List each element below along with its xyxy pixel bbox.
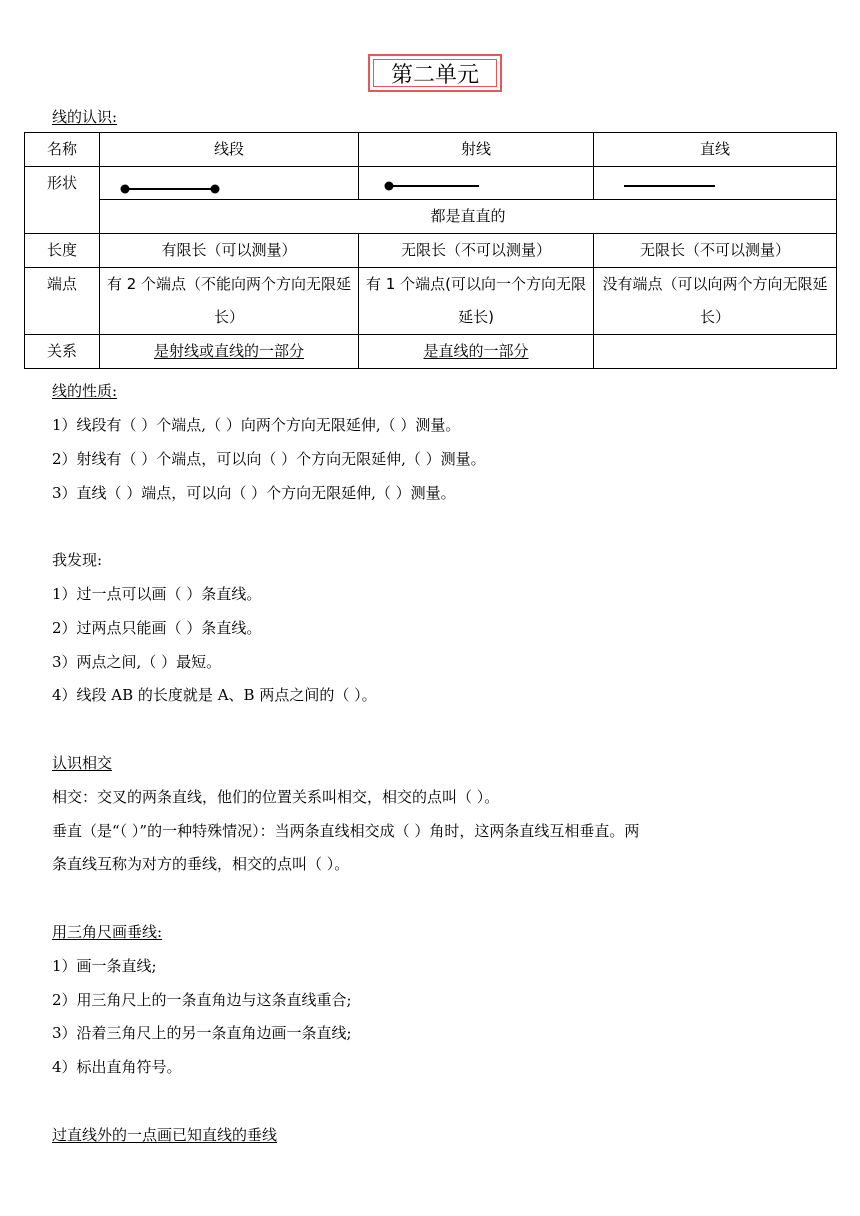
line-comparison-table	[24, 132, 837, 369]
section-heading-line-recognition: 线的认识:	[52, 108, 118, 126]
draw-step: 4）标出直角符号。	[52, 1058, 182, 1076]
intersect-heading: 认识相交	[52, 754, 113, 772]
table-shape-row	[25, 167, 837, 200]
ray-endpoint: 有 1 个端点(可以向一个方向无限延长)	[359, 268, 594, 335]
table-length-row	[25, 234, 837, 268]
header-segment: 线段	[100, 133, 359, 167]
table-header-row	[25, 133, 837, 167]
ray-drawing	[359, 167, 594, 199]
discovery-item: 4）线段 AB 的长度就是 A、B 两点之间的（ ）。	[52, 686, 377, 704]
page-title: 第二单元	[373, 59, 497, 87]
line-length: 无限长（不可以测量）	[594, 234, 837, 268]
header-line: 直线	[594, 133, 837, 167]
draw-perpendicular-heading: 用三角尺画垂线:	[52, 923, 163, 941]
discovery-heading: 我发现:	[52, 551, 103, 569]
length-label: 长度	[25, 234, 100, 268]
perpendicular-definition: 垂直（是“（ ）”的一种特殊情况）：当两条直线相交成（ ）角时，这两条直线互相垂直。两	[52, 822, 640, 840]
header-ray: 射线	[359, 133, 594, 167]
intersect-definition: 相交：交叉的两条直线，他们的位置关系叫相交，相交的点叫（ ）。	[52, 788, 500, 806]
segment-drawing	[100, 167, 359, 199]
segment-endpoint: 有 2 个端点（不能向两个方向无限延长）	[100, 268, 359, 335]
ray-shape	[359, 167, 594, 200]
header-name: 名称	[25, 133, 100, 167]
straight-line-shape	[594, 167, 837, 200]
table-endpoint-row	[25, 268, 837, 335]
common-note: 都是直直的	[100, 200, 837, 234]
ray-relation: 是直线的一部分	[359, 335, 594, 369]
draw-step: 2）用三角尺上的一条直角边与这条直线重合;	[52, 991, 352, 1009]
discovery-item: 1）过一点可以画（ ）条直线。	[52, 585, 262, 603]
discovery-item: 3）两点之间,（ ）最短。	[52, 653, 222, 671]
shape-label: 形状	[25, 167, 100, 234]
property-item: 3）直线（ ）端点，可以向（ ）个方向无限延伸,（ ）测量。	[52, 484, 456, 502]
endpoint-label: 端点	[25, 268, 100, 335]
title-box	[368, 54, 502, 92]
property-item: 1）线段有（ ）个端点,（ ）向两个方向无限延伸,（ ）测量。	[52, 416, 461, 434]
table-common-row	[25, 200, 837, 234]
draw-step: 3）沿着三角尺上的另一条直角边画一条直线;	[52, 1024, 352, 1042]
segment-relation: 是射线或直线的一部分	[100, 335, 359, 369]
relation-label: 关系	[25, 335, 100, 369]
outside-point-heading: 过直线外的一点画已知直线的垂线	[52, 1126, 278, 1144]
ray-length: 无限长（不可以测量）	[359, 234, 594, 268]
perpendicular-definition-cont: 条直线互称为对方的垂线，相交的点叫（ ）。	[52, 855, 350, 873]
table-relation-row	[25, 335, 837, 369]
properties-heading: 线的性质:	[52, 382, 118, 400]
draw-step: 1）画一条直线;	[52, 957, 157, 975]
straight-line-drawing	[594, 167, 837, 199]
segment-shape	[100, 167, 359, 200]
line-relation	[594, 335, 837, 369]
segment-length: 有限长（可以测量）	[100, 234, 359, 268]
line-endpoint: 没有端点（可以向两个方向无限延长）	[594, 268, 837, 335]
property-item: 2）射线有（ ）个端点，可以向（ ）个方向无限延伸,（ ）测量。	[52, 450, 486, 468]
discovery-item: 2）过两点只能画（ ）条直线。	[52, 619, 262, 637]
